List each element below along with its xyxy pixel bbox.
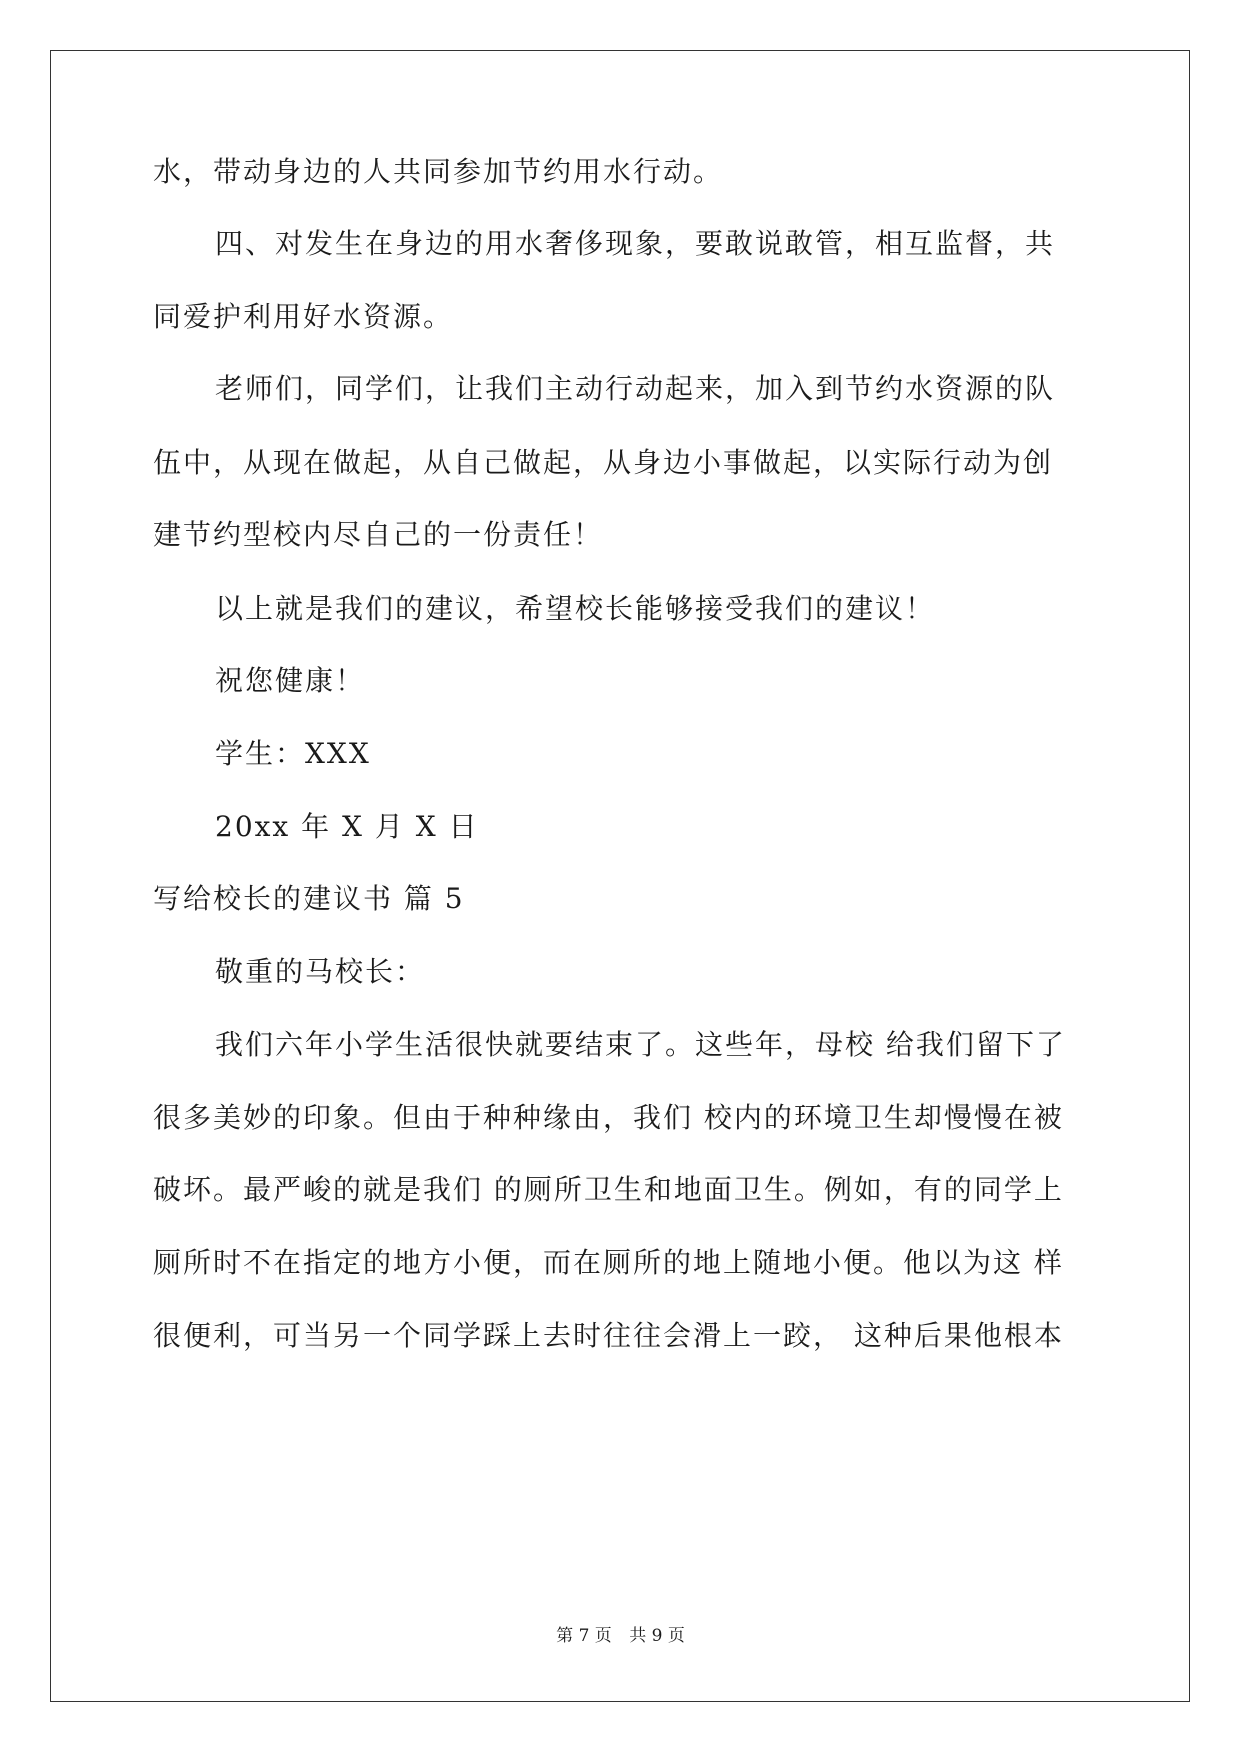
text-line: 四、对发生在身边的用水奢侈现象，要敢说敢管，相互监督，共 [215, 227, 1056, 260]
text-line: 学生：XXX [215, 737, 371, 770]
text-line: 老师们，同学们，让我们主动行动起来，加入到节约水资源的队 [215, 372, 1056, 405]
text-line: 伍中，从现在做起，从自己做起，从身边小事做起，以实际行动为创 [153, 446, 1054, 479]
text-line: 厕所时不在指定的地方小便，而在厕所的地上随地小便。他以为这 样 [153, 1246, 1064, 1279]
page-total: 共 9 页 [629, 1626, 685, 1646]
text-line: 破坏。最严峻的就是我们 的厕所卫生和地面卫生。例如，有的同学上 [153, 1173, 1064, 1206]
text-line: 很多美妙的印象。但由于种种缘由，我们 校内的环境卫生却慢慢在被 [153, 1101, 1064, 1134]
text-line: 同爱护利用好水资源。 [153, 300, 454, 333]
salutation: 敬重的马校长： [215, 955, 426, 988]
text-line: 很便利，可当另一个同学踩上去时往往会滑上一跤， 这种后果他根本 [153, 1319, 1064, 1352]
page-footer [0, 1624, 1241, 1648]
text-line: 建节约型校内尽自己的一份责任！ [153, 518, 604, 551]
text-line: 祝您健康！ [215, 664, 366, 697]
section-heading: 写给校长的建议书 篇 5 [153, 882, 465, 915]
page-number: 第 7 页 [556, 1626, 612, 1646]
text-line: 以上就是我们的建议，希望校长能够接受我们的建议！ [215, 592, 936, 625]
text-line: 20xx 年 X 月 X 日 [215, 810, 479, 843]
text-line: 我们六年小学生活很快就要结束了。这些年，母校 给我们留下了 [215, 1028, 1066, 1061]
text-line: 水，带动身边的人共同参加节约用水行动。 [153, 155, 724, 188]
